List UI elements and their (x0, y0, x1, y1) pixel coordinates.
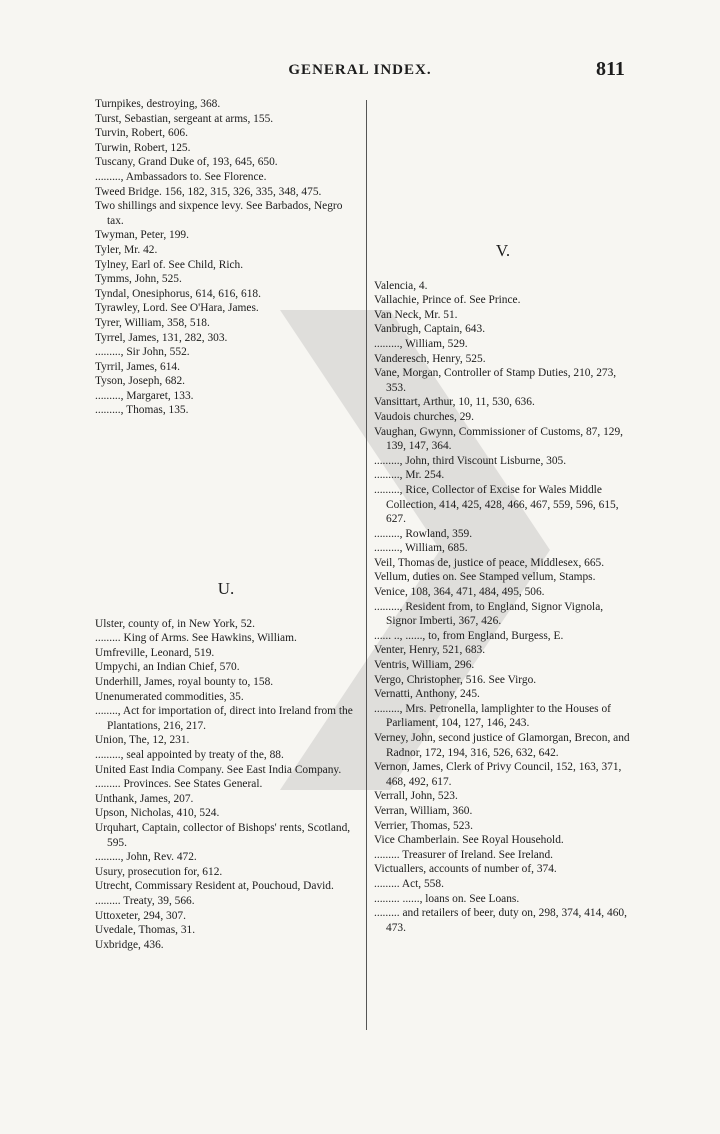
page-number: 811 (596, 58, 625, 80)
right-column (374, 241, 632, 935)
index-entry: Vaughan, Gwynn, Commissioner of Customs, 87, 129, 139, 147, 364. (374, 425, 624, 453)
index-entry: Vergo, Christopher, 516. See Virgo. (374, 673, 537, 686)
index-entry: Usury, prosecution for, 612. (95, 865, 223, 878)
index-entry: ........., Sir John, 552. (95, 346, 190, 359)
index-entry: Venice, 108, 364, 471, 484, 495, 506. (374, 586, 545, 599)
index-entry: ........., William, 529. (374, 337, 468, 350)
index-entry: Vanderesch, Henry, 525. (374, 352, 486, 365)
index-entry: Vanbrugh, Captain, 643. (374, 323, 486, 336)
index-entry: ......... Treaty, 39, 566. (95, 894, 195, 907)
column-divider (366, 100, 367, 1030)
index-entry: Uvedale, Thomas, 31. (95, 924, 196, 937)
index-entry: ......... ......, loans on. See Loans. (374, 892, 520, 905)
index-entry: ...... .., ......, to, from England, Burgess, E. (374, 629, 564, 642)
index-entry: Tyrawley, Lord. See O'Hara, James. (95, 302, 259, 315)
index-entry: Tylney, Earl of. See Child, Rich. (95, 258, 244, 271)
index-entry: Vansittart, Arthur, 10, 11, 530, 636. (374, 396, 535, 409)
index-entry: ........., William, 685. (374, 542, 468, 555)
index-entry: Vane, Morgan, Controller of Stamp Duties, 210, 273, 353. (374, 367, 617, 394)
index-entry: Unthank, James, 207. (95, 792, 194, 805)
section-heading-v: V. (495, 241, 511, 260)
index-entry: Verran, William, 360. (374, 804, 473, 817)
index-entry: Tyrril, James, 614. (95, 360, 180, 373)
index-entry: Turnpikes, destroying, 368. (95, 98, 221, 110)
index-entry: Unenumerated commodities, 35. (95, 690, 244, 703)
index-entry: ......... Treasurer of Ireland. See Ireland. (374, 848, 554, 861)
index-entry: ........., Resident from, to England, Signor Vignola, Signor Imberti, 367, 426. (374, 600, 604, 628)
index-list-v (374, 279, 632, 936)
index-entry: Turst, Sebastian, sergeant at arms, 155. (95, 112, 274, 125)
index-entry: Vice Chamberlain. See Royal Household. (374, 834, 564, 847)
index-entry: Tuscany, Grand Duke of, 193, 645, 650. (95, 156, 278, 169)
index-entry: Venter, Henry, 521, 683. (374, 644, 486, 657)
index-entry: ........., Ambassadors to. See Florence. (95, 170, 267, 183)
section-heading-u: U. (217, 579, 235, 599)
index-entry: ........., Mrs. Petronella, lamplighter to the Houses of Parliament, 104, 127, 146, 243. (374, 702, 611, 730)
index-entry: Verrall, John, 523. (374, 790, 458, 803)
index-entry: ........., seal appointed by treaty of the, 88. (95, 749, 284, 761)
index-entry: ........., Rowland, 359. (374, 527, 473, 540)
index-entry: Umfreville, Leonard, 519. (95, 646, 215, 659)
index-entry: Van Neck, Mr. 51. (374, 308, 458, 321)
index-entry: Underhill, James, royal bounty to, 158. (95, 676, 274, 689)
index-entry: Valencia, 4. (374, 279, 428, 292)
index-entry: ........, Act for importation of, direct into Ireland from the Plantations, 216, 217. (95, 705, 353, 732)
index-entry: Vernatti, Anthony, 245. (374, 688, 480, 701)
index-list-u (95, 617, 357, 953)
index-entry: ........., Mr. 254. (374, 469, 445, 482)
left-column (95, 97, 357, 952)
index-entry: Utrecht, Commissary Resident at, Pouchoud, David. (95, 880, 334, 893)
index-entry: ........., Thomas, 135. (95, 404, 189, 417)
index-entry: Vellum, duties on. See Stamped vellum, Stamps. (374, 571, 596, 584)
index-entry: Verney, John, second justice of Glamorgan, Brecon, and Radnor, 172, 194, 316, 526, 632, 642. (374, 732, 630, 759)
index-list-t (95, 97, 357, 418)
index-entry: Uttoxeter, 294, 307. (95, 909, 186, 922)
running-header: GENERAL INDEX. (288, 62, 432, 78)
index-entry: Tweed Bridge. 156, 182, 315, 326, 335, 348, 475. (95, 185, 322, 198)
index-entry: Victuallers, accounts of number of, 374. (374, 863, 557, 876)
index-entry: ......... Provinces. See States General. (95, 778, 263, 791)
index-entry: Vallachie, Prince of. See Prince. (374, 294, 521, 307)
index-entry: Union, The, 12, 231. (95, 734, 190, 747)
index-entry: Tyler, Mr. 42. (95, 243, 158, 256)
index-entry: Turvin, Robert, 606. (95, 127, 188, 140)
index-entry: Ulster, county of, in New York, 52. (95, 617, 255, 630)
index-entry: United East India Company. See East India Company. (95, 763, 342, 776)
index-entry: ......... Act, 558. (374, 877, 444, 890)
index-entry: Upson, Nicholas, 410, 524. (95, 807, 220, 820)
index-entry: ........., Rice, Collector of Excise for Wales Middle Collection, 414, 425, 428, 466, 467, 559, 596, 615, 627. (374, 483, 619, 526)
index-entry: Tyrrel, James, 131, 282, 303. (95, 331, 228, 344)
index-entry: Verrier, Thomas, 523. (374, 819, 473, 832)
index-entry: Tymms, John, 525. (95, 273, 182, 286)
index-entry: Vaudois churches, 29. (374, 410, 474, 423)
index-entry: Tyson, Joseph, 682. (95, 375, 186, 388)
index-entry: Turwin, Robert, 125. (95, 141, 191, 154)
index-entry: Tyndal, Onesiphorus, 614, 616, 618. (95, 287, 261, 300)
index-entry: Tyrer, William, 358, 518. (95, 316, 210, 329)
index-entry: ......... King of Arms. See Hawkins, William. (95, 632, 297, 645)
index-entry: Veil, Thomas de, justice of peace, Middlesex, 665. (374, 556, 605, 569)
index-entry: ........., Margaret, 133. (95, 389, 194, 402)
index-entry: ......... and retailers of beer, duty on, 298, 374, 414, 460, 473. (374, 907, 627, 934)
index-entry: Umpychi, an Indian Chief, 570. (95, 661, 240, 674)
index-entry: Twyman, Peter, 199. (95, 229, 189, 242)
index-entry: Vernon, James, Clerk of Privy Council, 152, 163, 371, 468, 492, 617. (374, 761, 622, 788)
index-entry: Two shillings and sixpence levy. See Barbados, Negro tax. (95, 200, 343, 227)
index-entry: Uxbridge, 436. (95, 938, 164, 951)
index-entry: Urquhart, Captain, collector of Bishops' rents, Scotland, 595. (95, 821, 351, 849)
index-entry: Ventris, William, 296. (374, 659, 475, 672)
index-entry: ........., John, third Viscount Lisburne, 305. (374, 454, 567, 467)
index-entry: ........., John, Rev. 472. (95, 851, 197, 864)
